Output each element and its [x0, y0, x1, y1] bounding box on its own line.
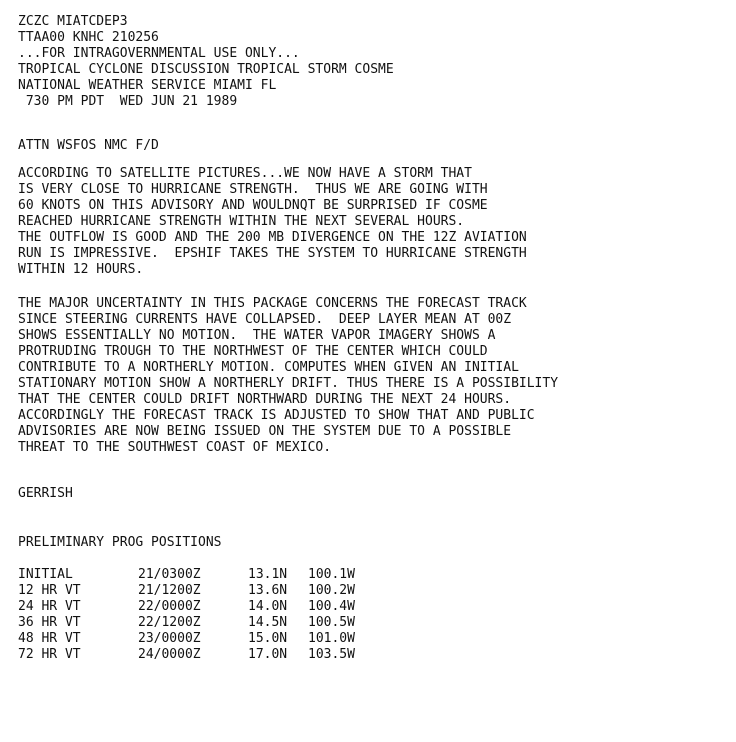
- forecast-hour-label: 48 HR VT: [18, 631, 81, 646]
- valid-time: 23/0000Z: [138, 631, 201, 646]
- paragraph-line: REACHED HURRICANE STRENGTH WITHIN THE NEXT SEVERAL HOURS.: [18, 214, 465, 229]
- paragraph-line: PROTRUDING TROUGH TO THE NORTHWEST OF THE CENTER WHICH COULD: [18, 344, 488, 359]
- longitude: 101.0W: [308, 631, 355, 646]
- paragraph-line: SHOWS ESSENTIALLY NO MOTION. THE WATER VAPOR IMAGERY SHOWS A: [18, 328, 496, 343]
- valid-time: 21/0300Z: [138, 567, 201, 582]
- valid-time: 22/1200Z: [138, 615, 201, 630]
- forecast-hour-label: 24 HR VT: [18, 599, 81, 614]
- paragraph-line: THREAT TO THE SOUTHWEST COAST OF MEXICO.: [18, 440, 332, 455]
- latitude: 17.0N: [248, 647, 288, 662]
- forecast-hour-label: 72 HR VT: [18, 647, 81, 662]
- paragraph-line: ACCORDING TO SATELLITE PICTURES...WE NOW HAVE A STORM THAT: [18, 166, 472, 181]
- discussion-paragraph-1: [18, 166, 527, 278]
- forecaster-signature: GERRISH: [18, 486, 73, 501]
- forecast-hour-label: 12 HR VT: [18, 583, 81, 598]
- table-row: [18, 567, 378, 583]
- paragraph-line: STATIONARY MOTION SHOW A NORTHERLY DRIFT. THUS THERE IS A POSSIBILITY: [18, 376, 559, 391]
- latitude: 14.0N: [248, 599, 288, 614]
- paragraph-line: SINCE STEERING CURRENTS HAVE COLLAPSED. DEEP LAYER MEAN AT 00Z: [18, 312, 512, 327]
- table-row: [18, 631, 378, 647]
- header-line: ...FOR INTRAGOVERNMENTAL USE ONLY...: [18, 46, 300, 61]
- latitude: 14.5N: [248, 615, 288, 630]
- latitude: 15.0N: [248, 631, 288, 646]
- paragraph-line: WITHIN 12 HOURS.: [18, 262, 144, 277]
- table-row: [18, 599, 378, 615]
- table-row: [18, 647, 378, 663]
- forecast-hour-label: 36 HR VT: [18, 615, 81, 630]
- longitude: 100.5W: [308, 615, 355, 630]
- valid-time: 21/1200Z: [138, 583, 201, 598]
- longitude: 100.1W: [308, 567, 355, 582]
- table-row: [18, 583, 378, 599]
- valid-time: 22/0000Z: [138, 599, 201, 614]
- attention-line-block: [18, 138, 159, 154]
- header-line: TROPICAL CYCLONE DISCUSSION TROPICAL STORM COSME: [18, 62, 394, 77]
- forecast-hour-label: INITIAL: [18, 567, 73, 582]
- table-row: [18, 615, 378, 631]
- paragraph-line: THE MAJOR UNCERTAINTY IN THIS PACKAGE CONCERNS THE FORECAST TRACK: [18, 296, 527, 311]
- header-line: NATIONAL WEATHER SERVICE MIAMI FL: [18, 78, 277, 93]
- prog-positions-table: [18, 567, 378, 663]
- longitude: 100.2W: [308, 583, 355, 598]
- paragraph-line: 60 KNOTS ON THIS ADVISORY AND WOULDNQT BE SURPRISED IF COSME: [18, 198, 488, 213]
- latitude: 13.1N: [248, 567, 288, 582]
- bulletin-header: [18, 14, 394, 110]
- longitude: 100.4W: [308, 599, 355, 614]
- forecaster-signature-block: [18, 486, 73, 502]
- prog-positions-heading-block: [18, 535, 222, 551]
- discussion-paragraph-2: [18, 296, 558, 456]
- latitude: 13.6N: [248, 583, 288, 598]
- attention-line: ATTN WSFOS NMC F/D: [18, 138, 159, 153]
- paragraph-line: THAT THE CENTER COULD DRIFT NORTHWARD DURING THE NEXT 24 HOURS.: [18, 392, 512, 407]
- paragraph-line: RUN IS IMPRESSIVE. EPSHIF TAKES THE SYSTEM TO HURRICANE STRENGTH: [18, 246, 527, 261]
- paragraph-line: ACCORDINGLY THE FORECAST TRACK IS ADJUSTED TO SHOW THAT AND PUBLIC: [18, 408, 535, 423]
- longitude: 103.5W: [308, 647, 355, 662]
- paragraph-line: THE OUTFLOW IS GOOD AND THE 200 MB DIVERGENCE ON THE 12Z AVIATION: [18, 230, 527, 245]
- paragraph-line: CONTRIBUTE TO A NORTHERLY MOTION. COMPUTES WHEN GIVEN AN INITIAL: [18, 360, 519, 375]
- prog-positions-title: PRELIMINARY PROG POSITIONS: [18, 535, 222, 550]
- paragraph-line: ADVISORIES ARE NOW BEING ISSUED ON THE SYSTEM DUE TO A POSSIBLE: [18, 424, 512, 439]
- header-line: ZCZC MIATCDEP3: [18, 14, 128, 29]
- paragraph-line: IS VERY CLOSE TO HURRICANE STRENGTH. THUS WE ARE GOING WITH: [18, 182, 488, 197]
- header-line: 730 PM PDT WED JUN 21 1989: [18, 94, 238, 109]
- header-line: TTAA00 KNHC 210256: [18, 30, 159, 45]
- valid-time: 24/0000Z: [138, 647, 201, 662]
